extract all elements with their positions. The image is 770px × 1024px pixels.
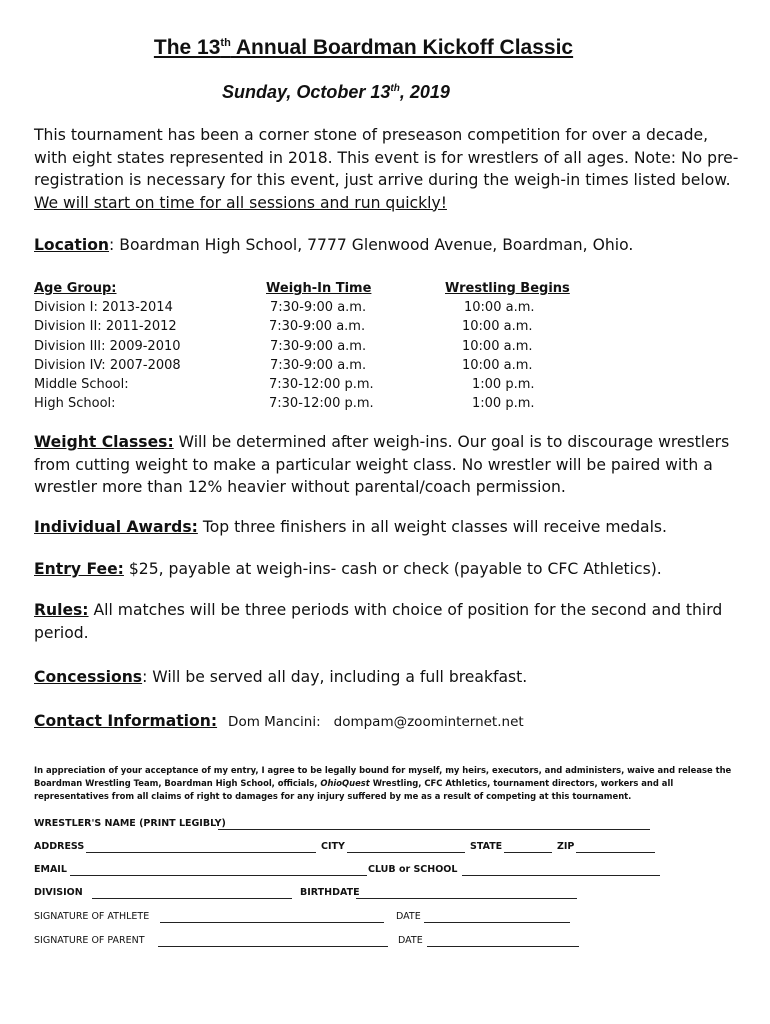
schedule-age: Division III: 2009-2010	[34, 338, 181, 354]
entry-fee-label: Entry Fee:	[34, 560, 124, 578]
birthdate-label: BIRTHDATE	[300, 887, 360, 898]
contact-section	[34, 710, 524, 734]
schedule-age-column	[34, 279, 181, 413]
city-label: CITY	[321, 841, 345, 852]
age-group-header: Age Group:	[34, 281, 117, 296]
club-field[interactable]	[462, 875, 660, 876]
schedule-age: Division II: 2011-2012	[34, 319, 177, 335]
wrestler-name-field[interactable]	[218, 829, 650, 830]
address-label: ADDRESS	[34, 841, 85, 852]
schedule-wrestling: 10:00 a.m.	[462, 357, 533, 373]
concessions-label: Concessions	[34, 668, 143, 686]
birthdate-field[interactable]	[356, 898, 577, 899]
athlete-signature-field[interactable]	[160, 922, 384, 923]
email-field[interactable]	[70, 875, 367, 876]
weight-classes-section	[34, 431, 746, 499]
address-field[interactable]	[86, 852, 316, 853]
division-label: DIVISION	[34, 887, 83, 898]
schedule-wrestling: 10:00 a.m.	[462, 319, 533, 335]
athlete-date-label: DATE	[396, 911, 421, 922]
awards-label: Individual Awards:	[34, 518, 198, 536]
schedule-age: Division IV: 2007-2008	[34, 357, 181, 373]
schedule-wrestling: 1:00 p.m.	[472, 396, 535, 412]
schedule-wrestling-column	[445, 279, 570, 413]
page-title: The 13th Annual Boardman Kickoff Classic	[153, 36, 574, 59]
concessions-text: : Will be served all day, including a full breakfast.	[142, 668, 528, 686]
parent-signature-label: SIGNATURE OF PARENT	[34, 935, 145, 946]
entry-fee-text: $25, payable at weigh-ins- cash or check (payable to CFC Athletics).	[123, 560, 662, 578]
schedule-wrestling: 10:00 a.m.	[462, 338, 533, 354]
wrestling-begins-header: Wrestling Begins	[445, 281, 570, 296]
contact-name: Dom Mancini:	[228, 714, 321, 730]
form-row-email	[34, 864, 746, 880]
schedule-weighin: 7:30-9:00 a.m.	[270, 338, 367, 354]
awards-section	[34, 516, 746, 539]
rules-label: Rules:	[34, 601, 89, 619]
schedule-weighin: 7:30-12:00 p.m.	[269, 376, 374, 392]
parent-signature-field[interactable]	[158, 946, 388, 947]
intro-paragraph: This tournament has been a corner stone of preseason competition for over a decade, with eight states represented in 2018. This event is for wrestlers of all ages. Note: No pre-registration is necessary for this event, just arrive during the weigh-in times listed below. We will start on time for all sessions and run quickly!	[34, 126, 739, 212]
state-field[interactable]	[504, 852, 552, 853]
schedule-weighin-column	[266, 279, 374, 413]
form-row-parent-signature	[34, 935, 746, 951]
athlete-date-field[interactable]	[424, 922, 570, 923]
division-field[interactable]	[92, 898, 292, 899]
location-label: Location	[34, 236, 110, 254]
rules-text: All matches will be three periods with choice of position for the second and third period.	[34, 601, 723, 642]
schedule-weighin: 7:30-9:00 a.m.	[269, 319, 366, 335]
state-label: STATE	[470, 841, 503, 852]
concessions-section	[34, 666, 746, 689]
schedule-wrestling: 10:00 a.m.	[464, 300, 535, 316]
contact-label: Contact Information:	[34, 712, 218, 730]
form-row-address	[34, 841, 746, 857]
zip-field[interactable]	[576, 852, 655, 853]
parent-date-field[interactable]	[427, 946, 579, 947]
rules-section	[34, 599, 746, 644]
form-row-wrestler	[34, 818, 746, 834]
weigh-in-header: Weigh-In Time	[266, 281, 372, 296]
email-label: EMAIL	[34, 864, 67, 875]
schedule-weighin: 7:30-12:00 p.m.	[269, 396, 374, 412]
city-field[interactable]	[347, 852, 465, 853]
schedule-age: High School:	[34, 396, 116, 412]
wrestler-name-label: WRESTLER'S NAME (PRINT LEGIBLY)	[34, 818, 226, 829]
location-text: : Boardman High School, 7777 Glenwood Avenue, Boardman, Ohio.	[109, 236, 634, 254]
entry-fee-section	[34, 558, 746, 581]
schedule-age: Division I: 2013-2014	[34, 300, 173, 316]
location-section	[34, 234, 746, 257]
contact-email[interactable]: dompam@zoominternet.net	[333, 714, 524, 730]
intro-emphasis: We will start on time for all sessions and run quickly!	[34, 193, 447, 212]
schedule-weighin: 7:30-9:00 a.m.	[270, 357, 367, 373]
release-waiver: In appreciation of your acceptance of my entry, I agree to be legally bound for myself, my heirs, executors, and administers, waive and release the Boardman Wrestling Team, Boardman High School, officials, OhioQuest Wrestling, CFC Athletics, tournament directors, workers and all representatives from all claims of right to damages for any injury suffered by me as a result of competing at this tournament.	[34, 765, 732, 801]
awards-text: Top three finishers in all weight classes will receive medals.	[197, 518, 667, 536]
club-label: CLUB or SCHOOL	[368, 864, 458, 875]
schedule-wrestling: 1:00 p.m.	[472, 376, 535, 392]
form-row-athlete-signature	[34, 911, 746, 927]
weight-classes-text: Will be determined after weigh-ins. Our goal is to discourage wrestlers from cutting weight to make a particular weight class. No wrestler will be paired with a wrestler more than 12% heavier without parental/coach permission.	[34, 433, 730, 496]
zip-label: ZIP	[557, 841, 575, 852]
form-row-division	[34, 887, 746, 903]
weight-classes-label: Weight Classes:	[34, 433, 174, 451]
parent-date-label: DATE	[398, 935, 423, 946]
event-date: Sunday, October 13th, 2019	[222, 82, 450, 102]
schedule-weighin: 7:30-9:00 a.m.	[270, 300, 367, 316]
schedule-age: Middle School:	[34, 376, 129, 392]
athlete-signature-label: SIGNATURE OF ATHLETE	[34, 911, 150, 922]
